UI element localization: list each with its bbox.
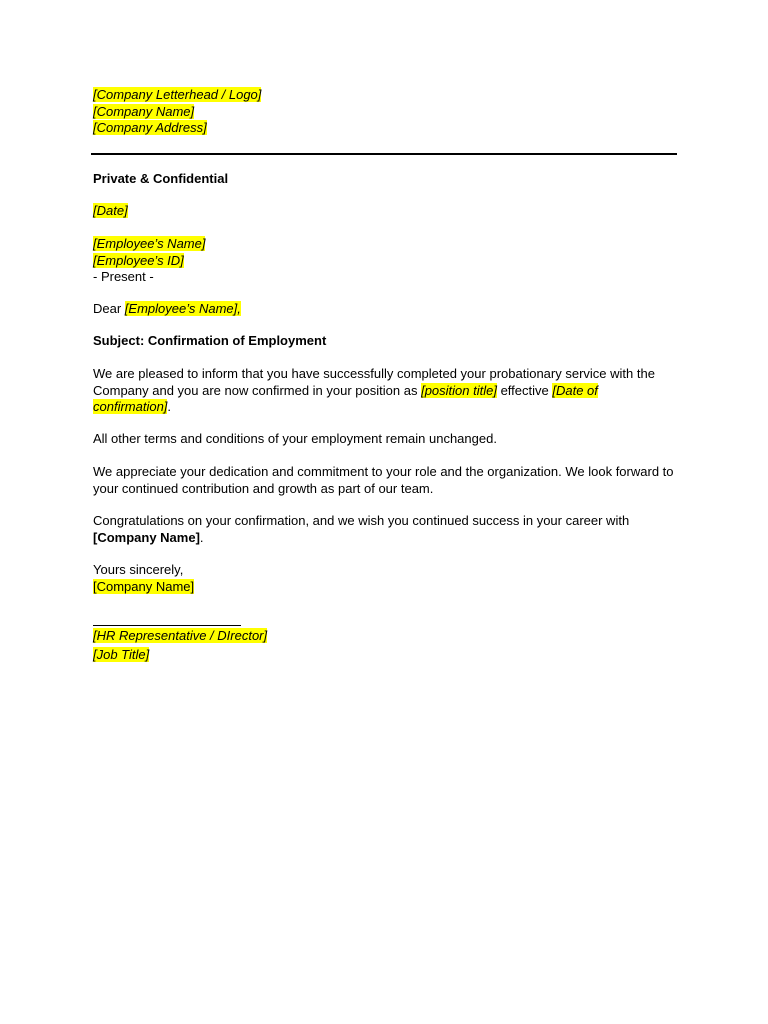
position-title-placeholder: [position title] [421, 382, 497, 398]
body-paragraph-4 [93, 513, 677, 546]
signature-line [93, 625, 241, 626]
employee-id-placeholder: [Employee’s ID] [93, 252, 184, 268]
letterhead-block [93, 87, 677, 137]
body-paragraph-1 [93, 366, 677, 416]
company-name-bold: [Company Name] [93, 529, 200, 545]
salutation-prefix: Dear [93, 301, 125, 316]
confidential-label: Private & Confidential [93, 171, 229, 186]
body-text: effective [496, 382, 553, 398]
date-line [93, 203, 677, 220]
letterhead-placeholder: [Company Letterhead / Logo] [93, 87, 262, 102]
body-paragraph-2: All other terms and conditions of your employment remain unchanged. [93, 431, 497, 446]
signer-block [93, 628, 677, 663]
signer-placeholder: [HR Representative / DIrector] [93, 628, 268, 643]
date-placeholder: [Date] [93, 203, 128, 218]
closing-block [93, 562, 677, 595]
closing-company-placeholder: [Company Name] [93, 578, 195, 594]
confirmation-date-placeholder: [Date of confirmation] [93, 382, 598, 414]
body-text: Congratulations on your confirmation, and we wish you continued success in your career with [93, 513, 630, 528]
body-paragraph-3: We appreciate your dedication and commitment to your role and the organization. We look forward to your continued contribution and growth as part of our team. [93, 464, 674, 496]
recipient-block [93, 236, 677, 286]
body-text: . [199, 529, 204, 545]
subject-line: Subject: Confirmation of Employment [93, 333, 327, 348]
salutation-name-placeholder: [Employee’s Name], [124, 301, 241, 316]
salutation [93, 301, 677, 318]
company-address-placeholder: [Company Address] [93, 120, 207, 135]
employee-name-placeholder: [Employee’s Name] [93, 236, 206, 251]
job-title-placeholder: [Job Title] [93, 646, 150, 662]
body-text: . [167, 399, 172, 414]
header-divider [91, 153, 677, 155]
body-text: We are pleased to inform that you have successfully completed your probationary service with the Company and you are now confirmed in your position as [93, 366, 655, 398]
company-name-placeholder: [Company Name] [93, 103, 195, 119]
closing-sincerely: Yours sincerely, [93, 562, 184, 577]
present-label: - Present - [93, 269, 154, 284]
